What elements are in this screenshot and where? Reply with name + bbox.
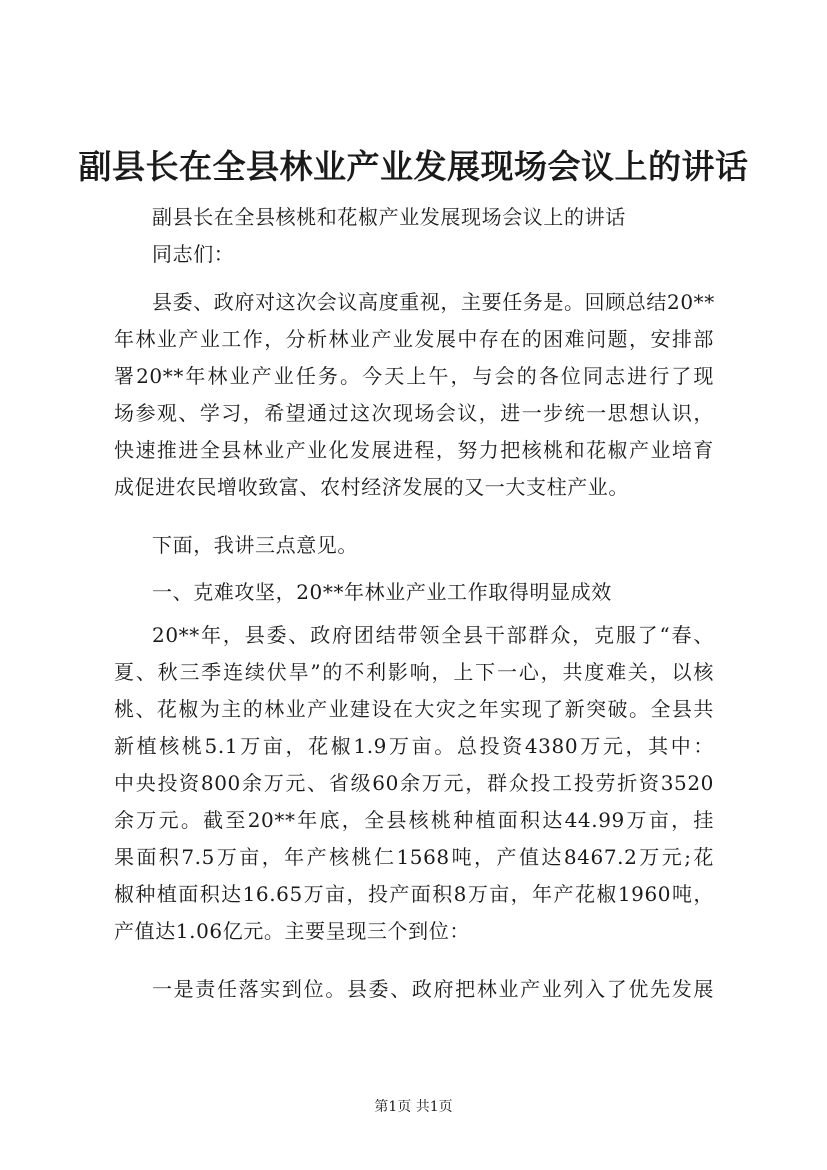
paragraph-line: 署20**年林业产业任务。今天上午，与会的各位同志进行了现 — [114, 364, 714, 388]
paragraph-line: 产值达1.06亿元。主要呈现三个到位： — [114, 919, 470, 943]
paragraph-line: 年林业产业工作，分析林业产业发展中存在的困难问题，安排部 — [114, 327, 714, 351]
document-title: 副县长在全县林业产业发展现场会议上的讲话 — [78, 147, 749, 186]
paragraph-line: 余万元。截至20**年底，全县核桃种植面积达44.99万亩，挂 — [114, 808, 714, 832]
paragraph-line: 椒种植面积达16.65万亩，投产面积8万亩，年产花椒1960吨， — [114, 882, 714, 906]
paragraph-line: 成促进农民增收致富、农村经济发展的又一大支柱产业。 — [114, 475, 629, 499]
paragraph-line: 桃、花椒为主的林业产业建设在大灾之年实现了新突破。全县共 — [114, 697, 714, 721]
paragraph-line: 场参观、学习，希望通过这次现场会议，进一步统一思想认识， — [114, 401, 714, 425]
section-heading: 一、克难攻坚，20**年林业产业工作取得明显成效 — [152, 580, 612, 604]
paragraph-line: 新植核桃5.1万亩，花椒1.9万亩。总投资4380万元，其中： — [114, 734, 714, 758]
paragraph-line: 中央投资800余万元、省级60余万元，群众投工投劳折资3520 — [114, 771, 714, 795]
paragraph-line: 下面，我讲三点意见。 — [152, 533, 358, 557]
subtitle-line: 副县长在全县核桃和花椒产业发展现场会议上的讲话 — [152, 205, 626, 229]
paragraph-line: 果面积7.5万亩，年产核桃仁1568吨，产值达8467.2万元;花 — [114, 845, 714, 869]
salutation-line: 同志们： — [152, 242, 235, 266]
paragraph-line: 快速推进全县林业产业化发展进程，努力把核桃和花椒产业培育 — [114, 438, 714, 462]
page-footer: 第1页 共1页 — [374, 1099, 453, 1115]
paragraph-line: 一是责任落实到位。县委、政府把林业产业列入了优先发展 — [152, 977, 714, 1001]
paragraph-line: 20**年，县委、政府团结带领全县干部群众，克服了“春、 — [152, 623, 714, 647]
paragraph-line: 夏、秋三季连续伏旱”的不利影响，上下一心，共度难关，以核 — [114, 660, 714, 684]
paragraph-line: 县委、政府对这次会议高度重视，主要任务是。回顾总结20** — [152, 290, 715, 314]
